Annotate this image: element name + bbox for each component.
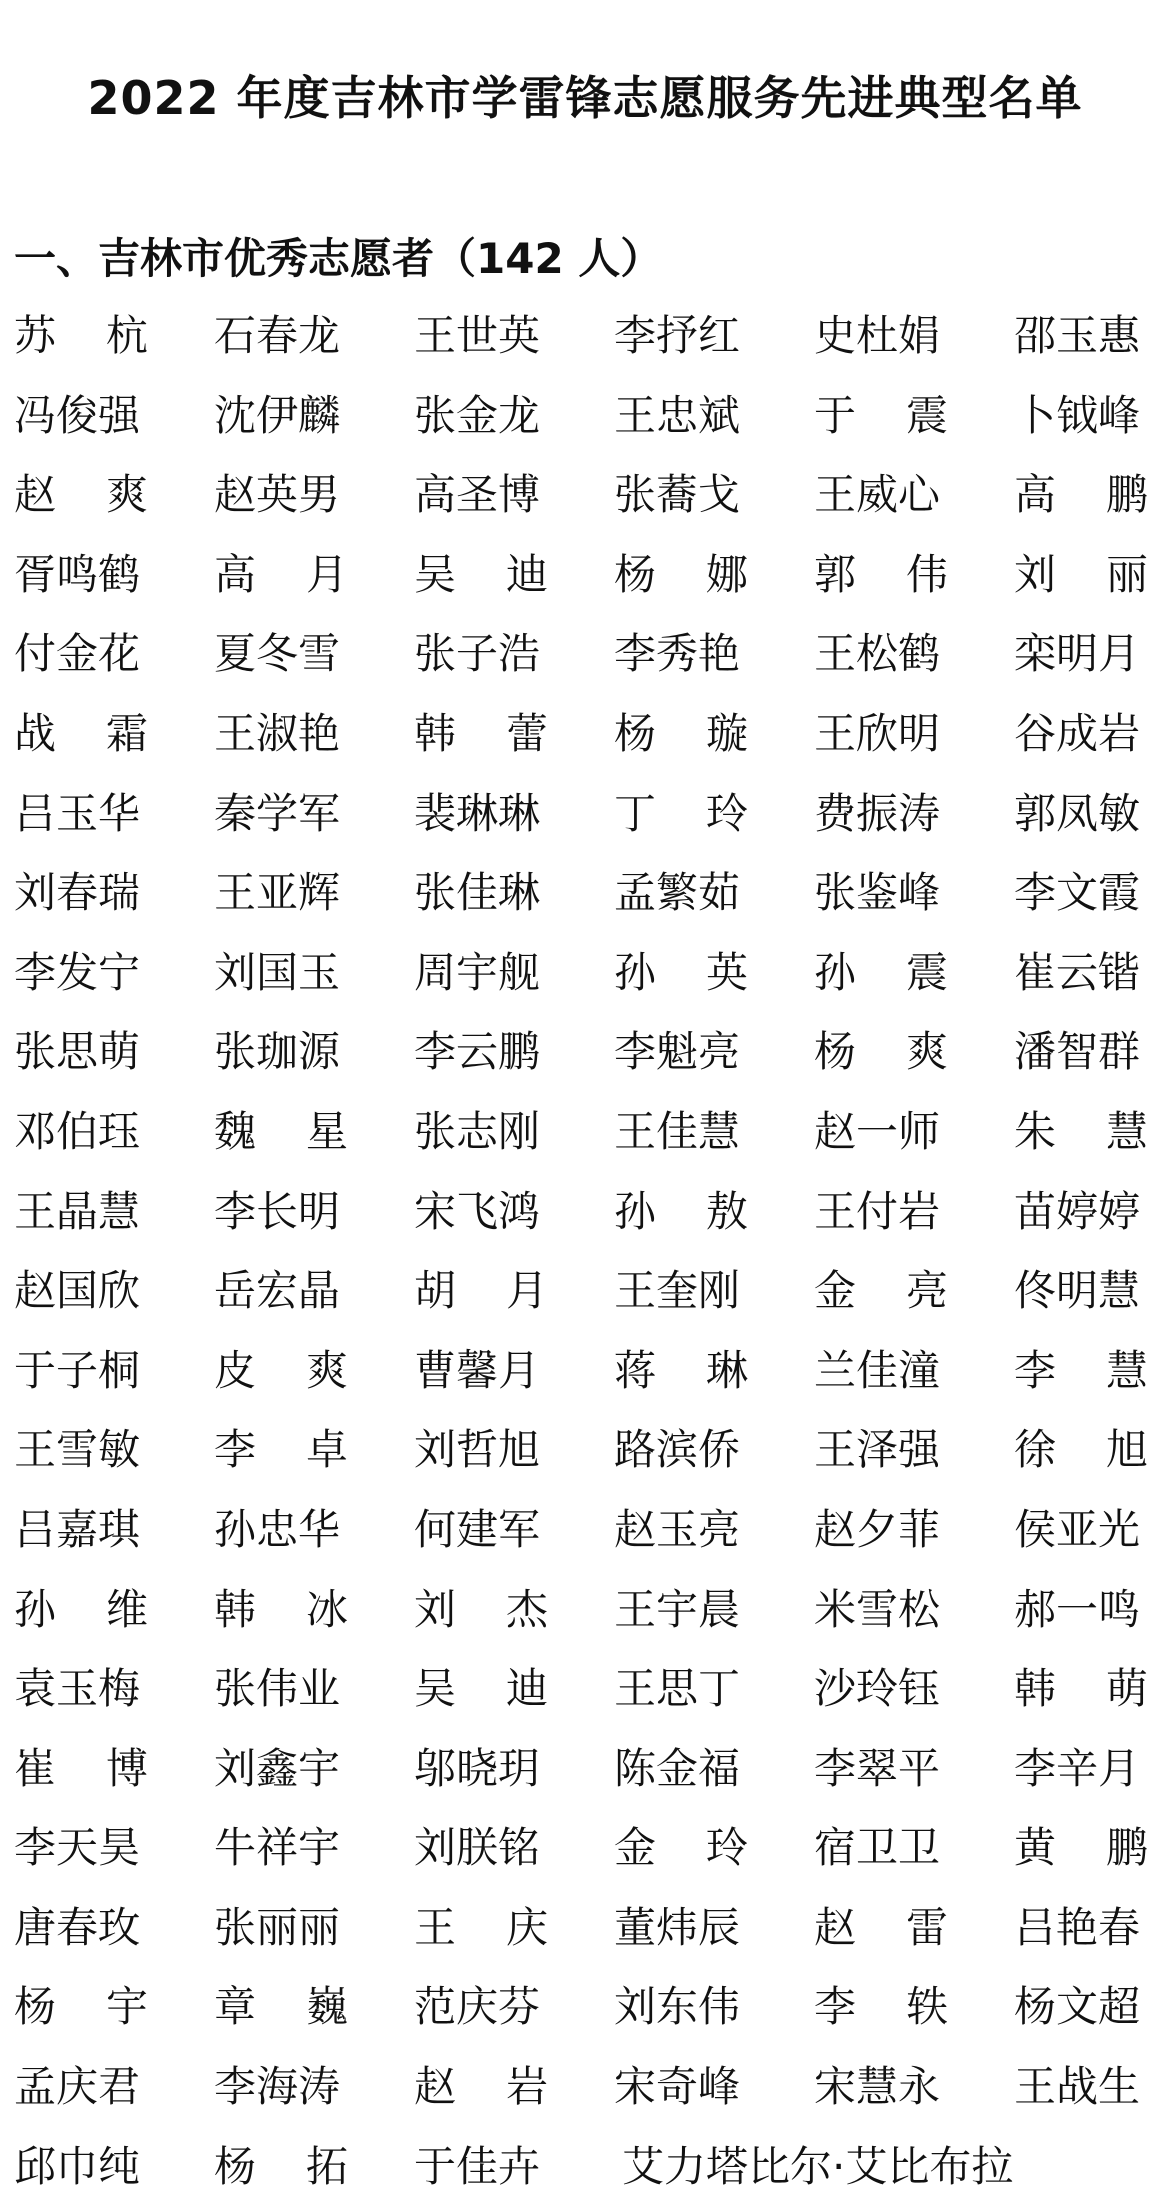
volunteer-name: 孟繁茹 bbox=[614, 868, 741, 918]
volunteer-name: 李海涛 bbox=[214, 2062, 341, 2112]
volunteer-name: 兰佳潼 bbox=[814, 1345, 941, 1395]
volunteer-name: 宋飞鸿 bbox=[414, 1186, 541, 1236]
volunteer-name: 金 亮 bbox=[814, 1266, 948, 1316]
volunteer-name: 沈伊麟 bbox=[214, 390, 341, 440]
volunteer-name: 皮 爽 bbox=[214, 1345, 348, 1395]
volunteer-name: 王佳慧 bbox=[614, 1106, 741, 1156]
volunteer-name: 于 震 bbox=[814, 390, 948, 440]
volunteer-name: 黄 鹏 bbox=[1014, 1823, 1148, 1873]
volunteer-name: 秦学军 bbox=[214, 788, 341, 838]
volunteer-name: 高圣博 bbox=[414, 470, 541, 520]
volunteer-name: 赵 雷 bbox=[814, 1902, 948, 1952]
volunteer-name: 赵英男 bbox=[214, 470, 341, 520]
volunteer-name: 刘 丽 bbox=[1014, 549, 1148, 599]
volunteer-name: 吴 迪 bbox=[414, 549, 548, 599]
volunteer-name: 刘春瑞 bbox=[14, 868, 141, 918]
volunteer-name: 张丽丽 bbox=[214, 1902, 341, 1952]
volunteer-name: 艾力塔比尔·艾比布拉 bbox=[622, 2141, 1014, 2191]
volunteer-name: 王奎刚 bbox=[614, 1266, 741, 1316]
volunteer-name: 冯俊强 bbox=[14, 390, 141, 440]
volunteer-name: 李秀艳 bbox=[614, 629, 741, 679]
volunteer-name: 栾明月 bbox=[1014, 629, 1141, 679]
volunteer-name: 高 鹏 bbox=[1014, 470, 1148, 520]
volunteer-name: 周宇舰 bbox=[414, 947, 541, 997]
volunteer-name: 谷成岩 bbox=[1014, 708, 1141, 758]
volunteer-name: 李文霞 bbox=[1014, 868, 1141, 918]
volunteer-name: 杨 璇 bbox=[614, 708, 748, 758]
volunteer-name: 佟明慧 bbox=[1014, 1266, 1141, 1316]
volunteer-name: 王晶慧 bbox=[14, 1186, 141, 1236]
volunteer-name: 吕玉华 bbox=[14, 788, 141, 838]
name-list bbox=[14, 296, 1164, 2206]
volunteer-name: 李 慧 bbox=[1014, 1345, 1148, 1395]
volunteer-name: 路滨侨 bbox=[614, 1425, 741, 1475]
volunteer-name: 杨 拓 bbox=[214, 2141, 348, 2191]
volunteer-name: 刘朕铭 bbox=[414, 1823, 541, 1873]
volunteer-name: 王雪敏 bbox=[14, 1425, 141, 1475]
volunteer-name: 李翠平 bbox=[814, 1743, 941, 1793]
volunteer-name: 赵 岩 bbox=[414, 2062, 548, 2112]
volunteer-name: 蒋 琳 bbox=[614, 1345, 748, 1395]
volunteer-name: 何建军 bbox=[414, 1504, 541, 1554]
volunteer-name: 高 月 bbox=[214, 549, 348, 599]
volunteer-name: 袁玉梅 bbox=[14, 1664, 141, 1714]
volunteer-name: 唐春玫 bbox=[14, 1902, 141, 1952]
volunteer-name: 孙 震 bbox=[814, 947, 948, 997]
section-heading: 一、吉林市优秀志愿者（142 人） bbox=[14, 234, 663, 283]
volunteer-name: 牛祥宇 bbox=[214, 1823, 341, 1873]
volunteer-name: 张鉴峰 bbox=[814, 868, 941, 918]
volunteer-name: 胡 月 bbox=[414, 1266, 548, 1316]
volunteer-name: 吴 迪 bbox=[414, 1664, 548, 1714]
volunteer-name: 杨 宇 bbox=[14, 1982, 148, 2032]
volunteer-name: 徐 旭 bbox=[1014, 1425, 1148, 1475]
volunteer-name: 章 巍 bbox=[214, 1982, 348, 2032]
volunteer-name: 王威心 bbox=[814, 470, 941, 520]
volunteer-name: 赵玉亮 bbox=[614, 1504, 741, 1554]
volunteer-name: 潘智群 bbox=[1014, 1027, 1141, 1077]
volunteer-name: 杨 爽 bbox=[814, 1027, 948, 1077]
volunteer-name: 丁 玲 bbox=[614, 788, 748, 838]
volunteer-name: 赵夕菲 bbox=[814, 1504, 941, 1554]
volunteer-name: 孙 维 bbox=[14, 1584, 148, 1634]
volunteer-name: 苏 杭 bbox=[14, 311, 148, 360]
volunteer-name: 孙 敖 bbox=[614, 1186, 748, 1236]
volunteer-name: 崔 博 bbox=[14, 1743, 148, 1793]
volunteer-name: 卜钺峰 bbox=[1014, 390, 1141, 440]
volunteer-name: 张蕎戈 bbox=[614, 470, 741, 520]
volunteer-name: 刘鑫宇 bbox=[214, 1743, 341, 1793]
volunteer-name: 王松鹤 bbox=[814, 629, 941, 679]
volunteer-name: 曹馨月 bbox=[414, 1345, 541, 1395]
volunteer-name: 郭 伟 bbox=[814, 549, 948, 599]
volunteer-name: 胥鸣鹤 bbox=[14, 549, 141, 599]
volunteer-name: 赵一师 bbox=[814, 1106, 941, 1156]
volunteer-name: 吕艳春 bbox=[1014, 1902, 1141, 1952]
volunteer-name: 米雪松 bbox=[814, 1584, 941, 1634]
volunteer-name: 于子桐 bbox=[14, 1345, 141, 1395]
volunteer-name: 李云鹏 bbox=[414, 1027, 541, 1077]
volunteer-name: 韩 萌 bbox=[1014, 1664, 1148, 1714]
volunteer-name: 孟庆君 bbox=[14, 2062, 141, 2112]
volunteer-name: 李天昊 bbox=[14, 1823, 141, 1873]
volunteer-name: 郝一鸣 bbox=[1014, 1584, 1141, 1634]
volunteer-name: 李辛月 bbox=[1014, 1743, 1141, 1793]
volunteer-name: 沙玲钰 bbox=[814, 1664, 941, 1714]
volunteer-name: 张志刚 bbox=[414, 1106, 541, 1156]
volunteer-name: 范庆芬 bbox=[414, 1982, 541, 2032]
volunteer-name: 于佳卉 bbox=[414, 2141, 541, 2191]
volunteer-name: 韩 蕾 bbox=[414, 708, 548, 758]
volunteer-name: 王忠斌 bbox=[614, 390, 741, 440]
volunteer-name: 宿卫卫 bbox=[814, 1823, 941, 1873]
volunteer-name: 宋奇峰 bbox=[614, 2062, 741, 2112]
volunteer-name: 战 霜 bbox=[14, 708, 148, 758]
volunteer-name: 金 玲 bbox=[614, 1823, 748, 1873]
volunteer-name: 朱 慧 bbox=[1014, 1106, 1148, 1156]
volunteer-name: 李抒红 bbox=[614, 311, 741, 360]
volunteer-name: 张子浩 bbox=[414, 629, 541, 679]
volunteer-name: 赵 爽 bbox=[14, 470, 148, 520]
volunteer-name: 王思丁 bbox=[614, 1664, 741, 1714]
volunteer-name: 邓伯珏 bbox=[14, 1106, 141, 1156]
volunteer-name: 王泽强 bbox=[814, 1425, 941, 1475]
volunteer-name: 崔云锴 bbox=[1014, 947, 1141, 997]
volunteer-name: 刘国玉 bbox=[214, 947, 341, 997]
volunteer-name: 吕嘉琪 bbox=[14, 1504, 141, 1554]
volunteer-name: 李 卓 bbox=[214, 1425, 348, 1475]
volunteer-name: 张佳琳 bbox=[414, 868, 541, 918]
volunteer-name: 侯亚光 bbox=[1014, 1504, 1141, 1554]
volunteer-name: 魏 星 bbox=[214, 1106, 348, 1156]
volunteer-name: 王世英 bbox=[414, 311, 541, 360]
volunteer-name: 裴琳琳 bbox=[414, 788, 541, 838]
volunteer-name: 王亚辉 bbox=[214, 868, 341, 918]
volunteer-name: 董炜辰 bbox=[614, 1902, 741, 1952]
volunteer-name: 王宇晨 bbox=[614, 1584, 741, 1634]
volunteer-name: 王战生 bbox=[1014, 2062, 1141, 2112]
volunteer-name: 夏冬雪 bbox=[214, 629, 341, 679]
volunteer-name: 刘东伟 bbox=[614, 1982, 741, 2032]
volunteer-name: 孙 英 bbox=[614, 947, 748, 997]
volunteer-name: 王付岩 bbox=[814, 1186, 941, 1236]
volunteer-name: 李魁亮 bbox=[614, 1027, 741, 1077]
volunteer-name: 邬晓玥 bbox=[414, 1743, 541, 1793]
document-title: 2022 年度吉林市学雷锋志愿服务先进典型名单 bbox=[87, 71, 1083, 125]
volunteer-name: 费振涛 bbox=[814, 788, 941, 838]
volunteer-name: 邵玉惠 bbox=[1014, 311, 1141, 360]
volunteer-name: 杨文超 bbox=[1014, 1982, 1141, 2032]
volunteer-name: 张伟业 bbox=[214, 1664, 341, 1714]
volunteer-name: 王欣明 bbox=[814, 708, 941, 758]
volunteer-name: 岳宏晶 bbox=[214, 1266, 341, 1316]
volunteer-name: 张金龙 bbox=[414, 390, 541, 440]
volunteer-name: 邱巾纯 bbox=[14, 2141, 141, 2191]
volunteer-name: 郭凤敏 bbox=[1014, 788, 1141, 838]
volunteer-name: 王淑艳 bbox=[214, 708, 341, 758]
volunteer-name: 李 轶 bbox=[814, 1982, 948, 2032]
volunteer-name: 孙忠华 bbox=[214, 1504, 341, 1554]
volunteer-name: 刘哲旭 bbox=[414, 1425, 541, 1475]
volunteer-name: 张思萌 bbox=[14, 1027, 141, 1077]
volunteer-name: 王 庆 bbox=[414, 1902, 548, 1952]
volunteer-name: 刘 杰 bbox=[414, 1584, 548, 1634]
volunteer-name: 杨 娜 bbox=[614, 549, 748, 599]
volunteer-name: 史杜娟 bbox=[814, 311, 941, 360]
volunteer-name: 宋慧永 bbox=[814, 2062, 941, 2112]
volunteer-name: 韩 冰 bbox=[214, 1584, 348, 1634]
volunteer-name: 张珈源 bbox=[214, 1027, 341, 1077]
volunteer-name: 付金花 bbox=[14, 629, 141, 679]
volunteer-name: 石春龙 bbox=[214, 311, 341, 360]
volunteer-name: 陈金福 bbox=[614, 1743, 741, 1793]
volunteer-name: 赵国欣 bbox=[14, 1266, 141, 1316]
volunteer-name: 李长明 bbox=[214, 1186, 341, 1236]
volunteer-name: 李发宁 bbox=[14, 947, 141, 997]
volunteer-name: 苗婷婷 bbox=[1014, 1186, 1141, 1236]
